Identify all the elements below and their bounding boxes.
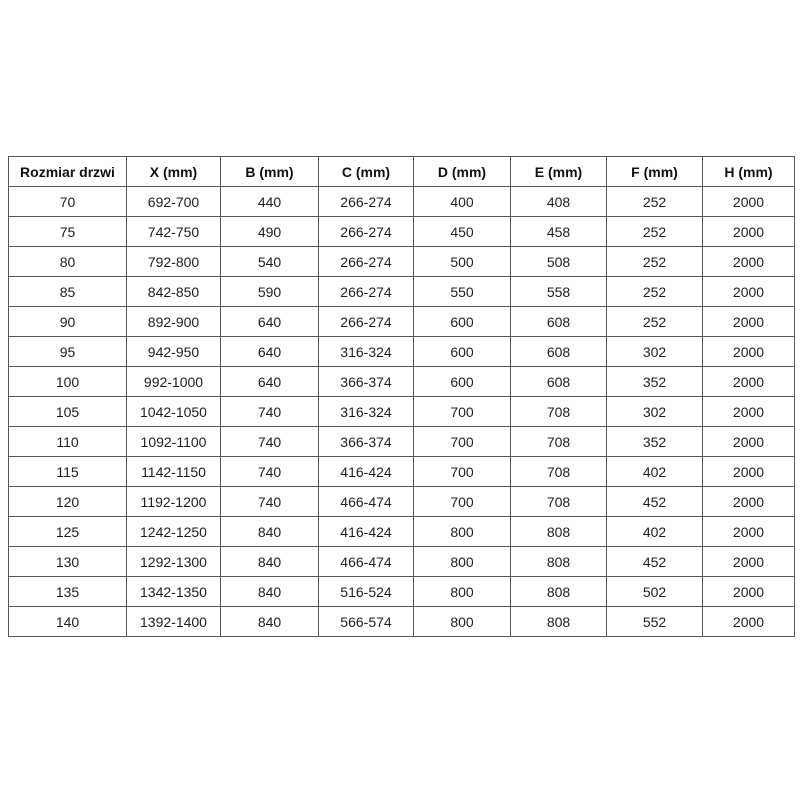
table-cell: 600 bbox=[414, 337, 511, 367]
table-cell: 992-1000 bbox=[127, 367, 221, 397]
table-cell: 2000 bbox=[703, 187, 795, 217]
table-cell: 2000 bbox=[703, 487, 795, 517]
table-cell: 740 bbox=[221, 487, 319, 517]
table-cell: 1192-1200 bbox=[127, 487, 221, 517]
table-cell: 600 bbox=[414, 367, 511, 397]
table-row bbox=[9, 217, 795, 247]
table-cell: 2000 bbox=[703, 367, 795, 397]
table-cell: 75 bbox=[9, 217, 127, 247]
table-cell: 608 bbox=[511, 367, 607, 397]
table-row bbox=[9, 307, 795, 337]
table-cell: 800 bbox=[414, 547, 511, 577]
table-cell: 600 bbox=[414, 307, 511, 337]
door-size-spec-table bbox=[8, 156, 795, 637]
table-cell: 1392-1400 bbox=[127, 607, 221, 637]
table-cell: 458 bbox=[511, 217, 607, 247]
table-row bbox=[9, 277, 795, 307]
column-header-h-mm: H (mm) bbox=[703, 157, 795, 187]
table-cell: 742-750 bbox=[127, 217, 221, 247]
table-cell: 125 bbox=[9, 517, 127, 547]
column-header-x-mm: X (mm) bbox=[127, 157, 221, 187]
table-cell: 508 bbox=[511, 247, 607, 277]
table-cell: 416-424 bbox=[319, 457, 414, 487]
table-cell: 366-374 bbox=[319, 367, 414, 397]
column-header-b-mm: B (mm) bbox=[221, 157, 319, 187]
table-cell: 840 bbox=[221, 547, 319, 577]
table-cell: 840 bbox=[221, 607, 319, 637]
table-cell: 100 bbox=[9, 367, 127, 397]
table-row bbox=[9, 337, 795, 367]
table-cell: 502 bbox=[607, 577, 703, 607]
table-cell: 1242-1250 bbox=[127, 517, 221, 547]
table-cell: 640 bbox=[221, 367, 319, 397]
table-row bbox=[9, 187, 795, 217]
table-cell: 792-800 bbox=[127, 247, 221, 277]
table-cell: 140 bbox=[9, 607, 127, 637]
table-cell: 800 bbox=[414, 517, 511, 547]
table-row bbox=[9, 607, 795, 637]
table-cell: 840 bbox=[221, 577, 319, 607]
table-cell: 590 bbox=[221, 277, 319, 307]
table-row bbox=[9, 577, 795, 607]
table-cell: 640 bbox=[221, 307, 319, 337]
table-cell: 740 bbox=[221, 457, 319, 487]
table-cell: 892-900 bbox=[127, 307, 221, 337]
table-cell: 2000 bbox=[703, 397, 795, 427]
table-cell: 366-374 bbox=[319, 427, 414, 457]
table-row bbox=[9, 247, 795, 277]
column-header-f-mm: F (mm) bbox=[607, 157, 703, 187]
table-cell: 2000 bbox=[703, 517, 795, 547]
table-cell: 302 bbox=[607, 337, 703, 367]
table-cell: 110 bbox=[9, 427, 127, 457]
table-cell: 840 bbox=[221, 517, 319, 547]
table-cell: 540 bbox=[221, 247, 319, 277]
table-cell: 252 bbox=[607, 307, 703, 337]
table-cell: 516-524 bbox=[319, 577, 414, 607]
table-cell: 808 bbox=[511, 607, 607, 637]
table-cell: 2000 bbox=[703, 547, 795, 577]
table-cell: 2000 bbox=[703, 277, 795, 307]
table-cell: 115 bbox=[9, 457, 127, 487]
column-header-d-mm: D (mm) bbox=[414, 157, 511, 187]
table-header-row bbox=[9, 157, 795, 187]
table-cell: 266-274 bbox=[319, 187, 414, 217]
table-cell: 70 bbox=[9, 187, 127, 217]
table-cell: 416-424 bbox=[319, 517, 414, 547]
table-cell: 130 bbox=[9, 547, 127, 577]
table-cell: 740 bbox=[221, 397, 319, 427]
table-cell: 942-950 bbox=[127, 337, 221, 367]
table-cell: 85 bbox=[9, 277, 127, 307]
table-cell: 80 bbox=[9, 247, 127, 277]
table-cell: 500 bbox=[414, 247, 511, 277]
table-cell: 402 bbox=[607, 457, 703, 487]
table-cell: 640 bbox=[221, 337, 319, 367]
table-cell: 2000 bbox=[703, 307, 795, 337]
table-cell: 808 bbox=[511, 547, 607, 577]
table-cell: 266-274 bbox=[319, 217, 414, 247]
table-cell: 352 bbox=[607, 427, 703, 457]
table-cell: 490 bbox=[221, 217, 319, 247]
table-cell: 452 bbox=[607, 547, 703, 577]
table-cell: 800 bbox=[414, 577, 511, 607]
table-cell: 135 bbox=[9, 577, 127, 607]
table-row bbox=[9, 457, 795, 487]
table-cell: 1342-1350 bbox=[127, 577, 221, 607]
table-cell: 692-700 bbox=[127, 187, 221, 217]
table-cell: 452 bbox=[607, 487, 703, 517]
table-cell: 608 bbox=[511, 337, 607, 367]
table-cell: 302 bbox=[607, 397, 703, 427]
table-cell: 402 bbox=[607, 517, 703, 547]
table-cell: 740 bbox=[221, 427, 319, 457]
table-cell: 2000 bbox=[703, 577, 795, 607]
table-cell: 1042-1050 bbox=[127, 397, 221, 427]
table-cell: 252 bbox=[607, 187, 703, 217]
table-cell: 700 bbox=[414, 397, 511, 427]
table-cell: 552 bbox=[607, 607, 703, 637]
table-cell: 266-274 bbox=[319, 277, 414, 307]
table-cell: 266-274 bbox=[319, 247, 414, 277]
table-cell: 266-274 bbox=[319, 307, 414, 337]
table-cell: 2000 bbox=[703, 427, 795, 457]
table-cell: 252 bbox=[607, 277, 703, 307]
table-cell: 252 bbox=[607, 217, 703, 247]
table-row bbox=[9, 517, 795, 547]
table-cell: 566-574 bbox=[319, 607, 414, 637]
table-cell: 440 bbox=[221, 187, 319, 217]
table-cell: 1142-1150 bbox=[127, 457, 221, 487]
table-cell: 808 bbox=[511, 517, 607, 547]
table-cell: 466-474 bbox=[319, 547, 414, 577]
table-cell: 408 bbox=[511, 187, 607, 217]
table-cell: 1092-1100 bbox=[127, 427, 221, 457]
table-cell: 558 bbox=[511, 277, 607, 307]
table-cell: 700 bbox=[414, 457, 511, 487]
table-cell: 708 bbox=[511, 427, 607, 457]
table-cell: 352 bbox=[607, 367, 703, 397]
table-cell: 90 bbox=[9, 307, 127, 337]
table-cell: 2000 bbox=[703, 247, 795, 277]
table-row bbox=[9, 487, 795, 517]
table-cell: 700 bbox=[414, 427, 511, 457]
table-cell: 708 bbox=[511, 457, 607, 487]
table-cell: 450 bbox=[414, 217, 511, 247]
table-cell: 400 bbox=[414, 187, 511, 217]
table-row bbox=[9, 427, 795, 457]
table-cell: 252 bbox=[607, 247, 703, 277]
table-cell: 316-324 bbox=[319, 397, 414, 427]
table-cell: 708 bbox=[511, 487, 607, 517]
table-row bbox=[9, 547, 795, 577]
table-cell: 800 bbox=[414, 607, 511, 637]
table-row bbox=[9, 367, 795, 397]
table-cell: 1292-1300 bbox=[127, 547, 221, 577]
table-cell: 316-324 bbox=[319, 337, 414, 367]
table-cell: 2000 bbox=[703, 457, 795, 487]
table-cell: 95 bbox=[9, 337, 127, 367]
table-cell: 700 bbox=[414, 487, 511, 517]
table-cell: 708 bbox=[511, 397, 607, 427]
table-cell: 2000 bbox=[703, 607, 795, 637]
column-header-e-mm: E (mm) bbox=[511, 157, 607, 187]
table-cell: 2000 bbox=[703, 217, 795, 247]
table-cell: 808 bbox=[511, 577, 607, 607]
table-cell: 466-474 bbox=[319, 487, 414, 517]
table-cell: 2000 bbox=[703, 337, 795, 367]
table-cell: 120 bbox=[9, 487, 127, 517]
column-header-c-mm: C (mm) bbox=[319, 157, 414, 187]
table-cell: 842-850 bbox=[127, 277, 221, 307]
column-header-rozmiar-drzwi: Rozmiar drzwi bbox=[9, 157, 127, 187]
table-cell: 608 bbox=[511, 307, 607, 337]
table-cell: 550 bbox=[414, 277, 511, 307]
table-body bbox=[9, 187, 795, 637]
table-cell: 105 bbox=[9, 397, 127, 427]
table-row bbox=[9, 397, 795, 427]
